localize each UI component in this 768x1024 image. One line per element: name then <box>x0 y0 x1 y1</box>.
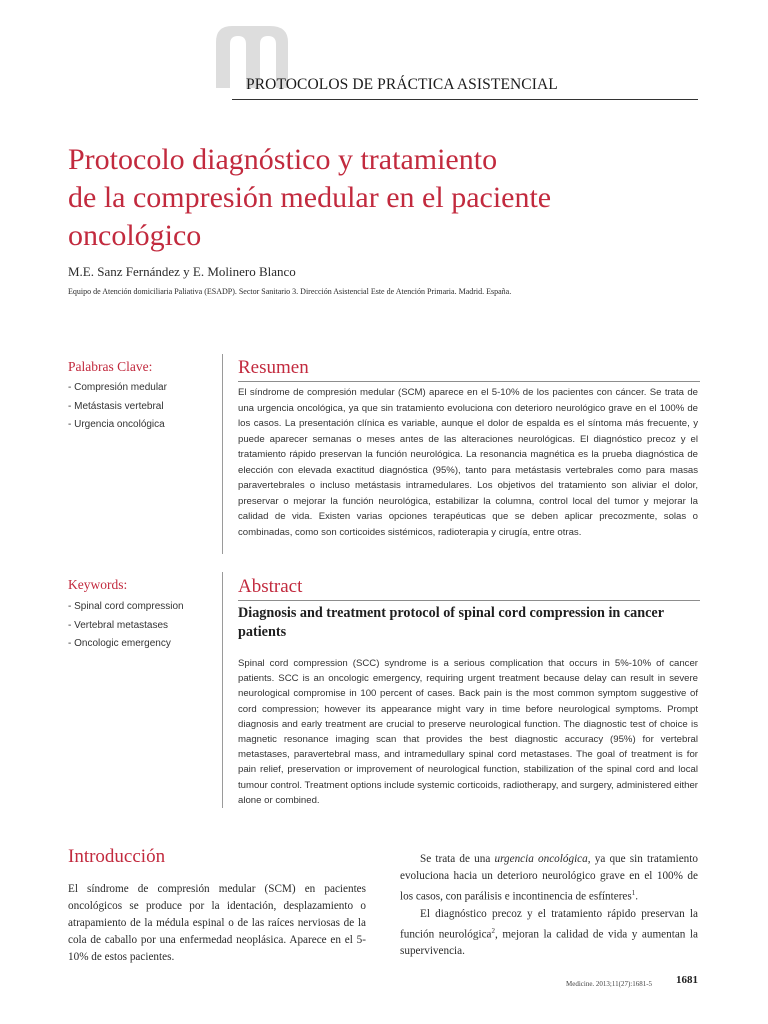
article-title <box>68 141 688 255</box>
keywords-heading: Keywords: <box>68 577 128 592</box>
keywords-item: - Oncologic emergency <box>68 638 171 649</box>
column-divider <box>222 572 223 808</box>
authors: M.E. Sanz Fernández y E. Molinero Blanco <box>68 264 296 279</box>
palabras-clave-item: - Urgencia oncológica <box>68 419 165 430</box>
affiliation: Equipo de Atención domiciliaria Paliativa (ESADP). Sector Sanitario 3. Dirección Asistencial Este de Atención Primaria. Madrid. España. <box>68 287 512 296</box>
intro-heading: Introducción <box>68 846 166 867</box>
footer-citation: Medicine. 2013;11(27):1681-5 <box>566 980 653 988</box>
palabras-clave-list <box>68 379 167 435</box>
keywords-item: - Spinal cord compression <box>68 601 184 612</box>
header-rule <box>232 99 698 100</box>
abstract-text: Spinal cord compression (SCC) syndrome is a serious complication that occurs in 5%-10% of cancer patients. SCC is an oncologic emergency, requiring urgent treatment because delay can result in severe neurological compromise in 100 percent of cases. Back pain is the most common symptom suggestive of cord compression; however its appearance might vary in time before neurological symptoms. Prompt diagnosis and early treatment are crucial to preserve neurological function. The diagnostic test of choice is magnetic resonance imaging scan that provides the best diagnostic accuracy (95%) for vertebral metastases, paravertebral mass, and intramedullary spinal cord metastases. The goal of treatment is for pain relief, preservation or improvement of neurological function, stabilization of the spinal cord and local tumour control. Treatment options include systemic corticoids, radiotherapy, and surgery, administered either alone or combined. <box>238 658 698 806</box>
palabras-clave-heading: Palabras Clave: <box>68 359 153 374</box>
resumen-rule <box>238 381 700 382</box>
intro-paragraph: Se trata de una urgencia oncológica, ya que sin tratamiento evoluciona hacia un deterioro neurológico grave en el 100% de los casos, con parálisis e incontinencia de esfínteres$^1$. <box>400 853 698 903</box>
palabras-clave-item: - Compresión medular <box>68 382 167 393</box>
title-line-1: Protocolo diagnóstico y tratamiento <box>68 143 498 176</box>
column-divider <box>222 354 223 554</box>
intro-paragraph: El síndrome de compresión medular (SCM) en pacientes oncológicos se produce por la identación, desplazamiento o atrapamiento de la médula espinal o de las raíces nerviosas de la cola de caballo por una enfermedad neoplásica. Aparece en el 5-10% de estos pacientes. <box>68 883 366 963</box>
title-line-2: de la compresión medular en el paciente <box>68 181 552 214</box>
resumen-heading: Resumen <box>238 357 309 378</box>
keywords-list <box>68 598 184 654</box>
resumen-text: El síndrome de compresión medular (SCM) aparece en el 5-10% de los pacientes con cáncer. Se trata de una urgencia oncológica, ya que sin tratamiento evoluciona con deterioro neurológico grave en el 100% de los casos. La presentación clínica es variable, aunque el dolor de espalda es el síntoma más frecuente, y puede aparecer semanas o meses antes de las alteraciones neurológicas. El diagnóstico precoz y el tratamiento rápido preservan la función neurológica. La resonancia magnética es la prueba diagnóstica de elección con elevada exactitud diagnóstica (95%), tanto para metástasis vertebrales como para masas paravertebrales o incluso metástasis intramedulares. Los objetivos del tratamiento son aliviar el dolor, preservar o mejorar la función neurológica, estabilizar la columna, control local del tumor y mejorar la calidad de vida. Existen varias opciones terapéuticas que se deben aplicar precozmente, solas o combinadas, como son corticoides sistémicos, radioterapia y cirugía, entre otras. <box>238 387 698 538</box>
intro-right-column <box>400 851 698 960</box>
abstract-subtitle: Diagnosis and treatment protocol of spinal cord compression in cancer patients <box>238 605 664 640</box>
intro-left-column <box>68 881 366 966</box>
intro-paragraph: El diagnóstico precoz y el tratamiento rápido preservan la función neurológica$^2$, mejoran la calidad de vida y aumentan la supervivencia. <box>400 907 698 958</box>
abstract-rule <box>238 600 700 601</box>
keywords-item: - Vertebral metastases <box>68 619 169 631</box>
abstract-heading: Abstract <box>238 576 303 597</box>
page-number: 1681 <box>676 974 698 986</box>
section-label: PROTOCOLOS DE PRÁCTICA ASISTENCIAL <box>246 76 558 93</box>
palabras-clave-item: - Metástasis vertebral <box>68 400 164 412</box>
title-line-3: oncológico <box>68 219 202 252</box>
